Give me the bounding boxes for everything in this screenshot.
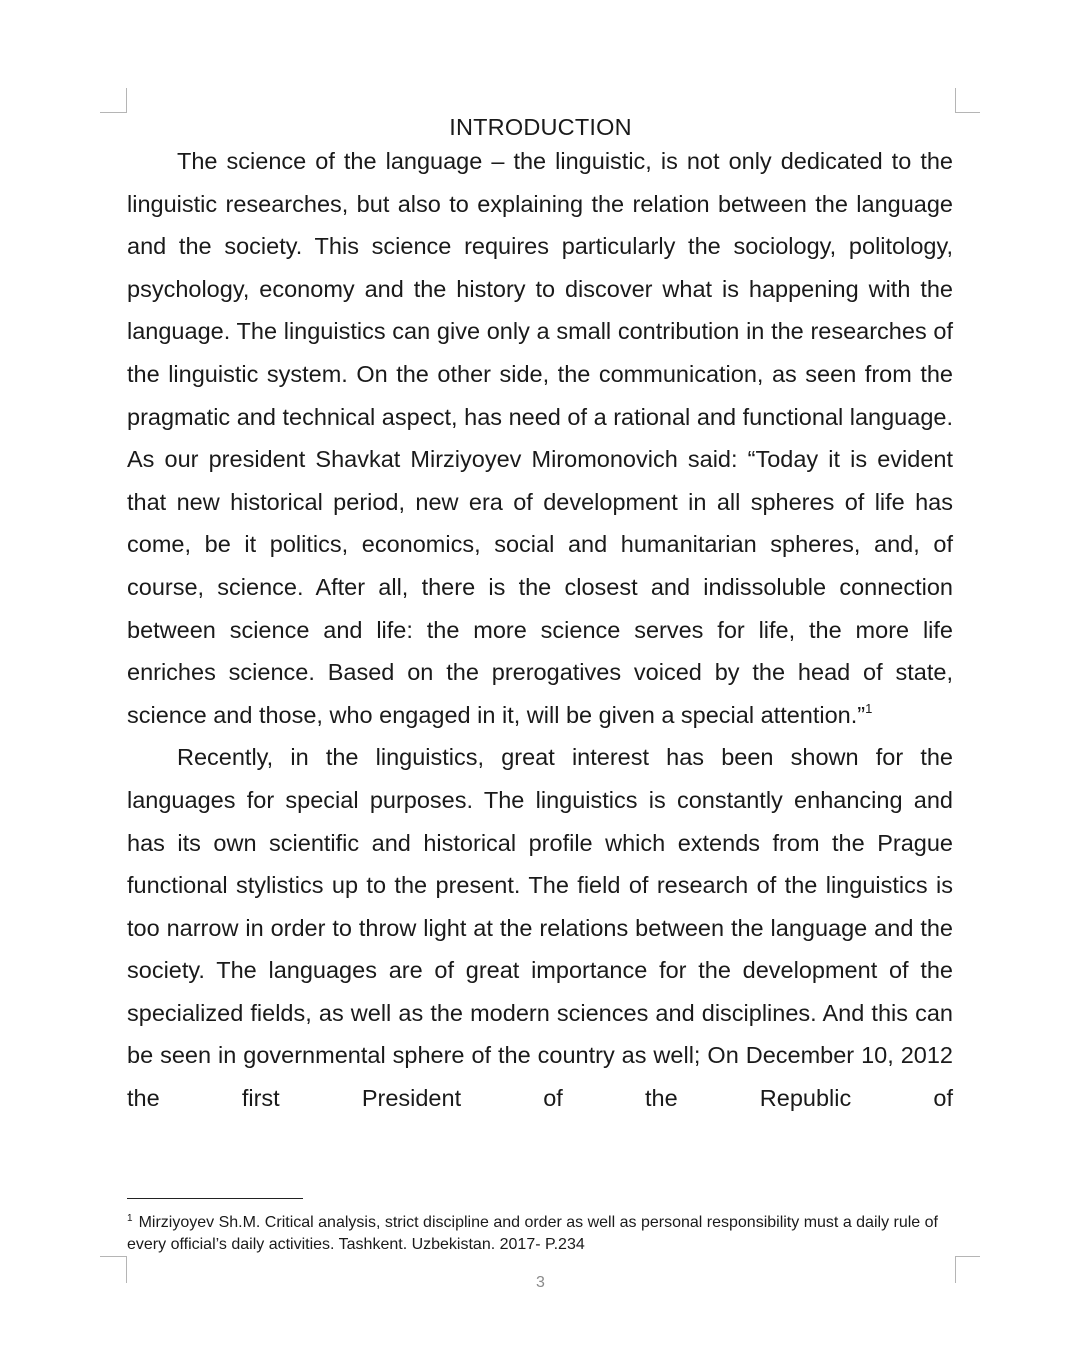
page-number: 3 [536,1274,545,1291]
footnote [127,1212,953,1256]
footnote-reference[interactable]: 1 [865,700,873,716]
footnote-text: Mirziyoyev Sh.M. Critical analysis, strict discipline and order as well as personal responsibility must a daily rule of every official’s daily activities. Tashkent. Uzbekistan. 2017- P.234 [127,1214,938,1253]
paragraph-2 [127,736,953,1119]
paragraph-1 [127,140,953,736]
paragraph-1-text: The science of the language – the linguistic, is not only dedicated to the linguistic researches, but also to explaining the relation between the language and the society. This science requires particularly the sociology, politology, psychology, economy and the history to discover what is happening with the language. The linguistics can give only a small contribution in the researches of the linguistic system. On the other side, the communication, as seen from the pragmatic and technical aspect, has need of a rational and functional language. As our president Shavkat Mirziyoyev Miromonovich said: “Today it is evident that new historical period, new era of development in all spheres of life has come, be it politics, economics, social and humanitarian spheres, and, of course, science. After all, there is the closest and indissoluble connection between science and life: the more science serves for life, the more life enriches science. Based on the prerogatives voiced by the head of state, science and those, who engaged in it, will be given a special attention.” [127,148,953,728]
paragraph-2-text: Recently, in the linguistics, great interest has been shown for the languages for special purposes. The linguistics is constantly enhancing and has its own scientific and historical profile which extends from the Prague functional stylistics up to the present. The field of research of the linguistics is too narrow in order to throw light at the relations between the language and the society. The languages are of great importance for the development of the specialized fields, as well as the modern sciences and disciplines. And this can be seen in governmental sphere of the country as well; On December 10, 2012 the first President of the Republic of [127,744,953,1112]
crop-mark-top-left [100,88,127,113]
body-text [127,140,953,1120]
crop-mark-top-right [955,88,980,113]
page-heading: INTRODUCTION [449,114,632,140]
footnote-marker: 1 [127,1213,133,1224]
footnote-separator [127,1198,303,1199]
